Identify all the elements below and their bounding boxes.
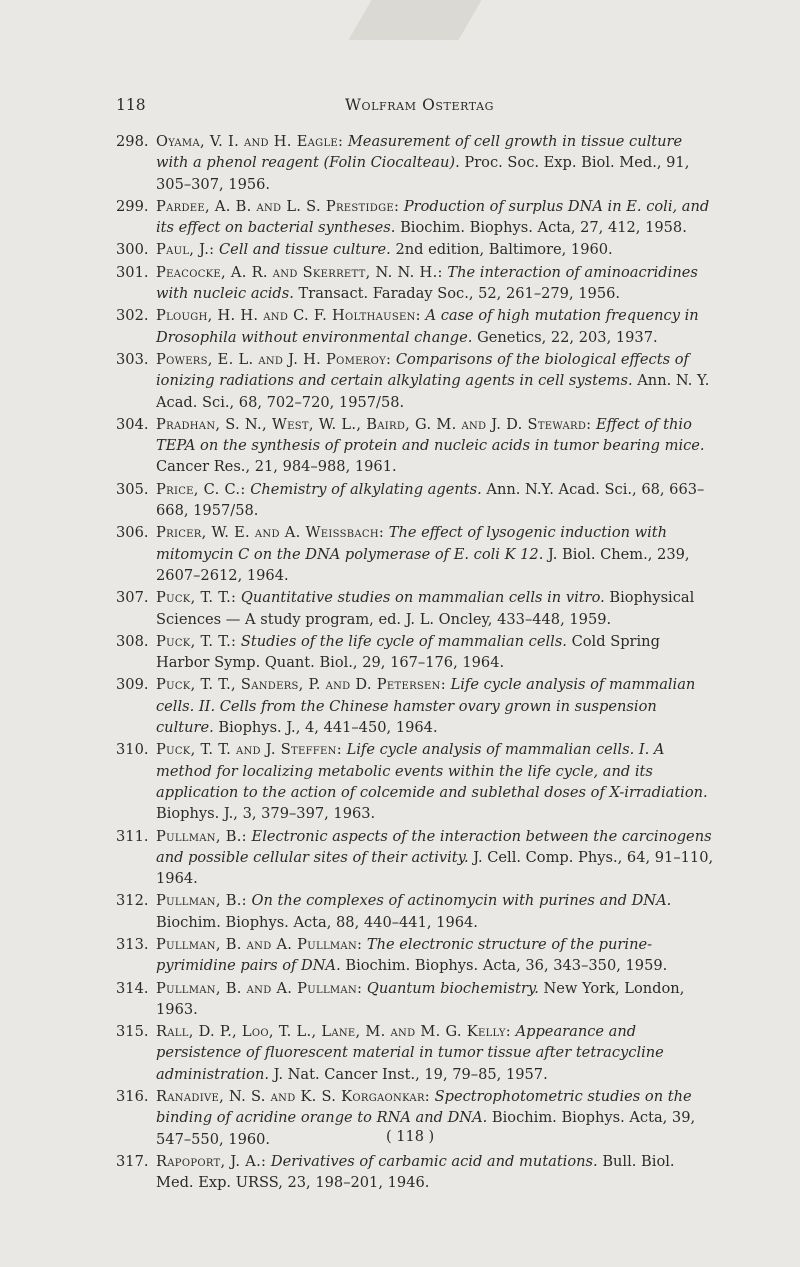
footer-page-label: ( 118 ) xyxy=(386,1129,435,1145)
reference-number: 299. xyxy=(116,197,149,215)
reference-title: Electronic aspects of the interaction between the carcinogens and possible cellular sites of their activity. xyxy=(156,827,712,866)
reference-body xyxy=(156,522,716,586)
reference-body xyxy=(156,239,716,260)
reference-number: 304. xyxy=(116,415,149,433)
reference-number: 315. xyxy=(116,1023,149,1041)
reference-title: Comparisons of the biological effects of ionizing radiations and certain alkylating agents in cell systems. xyxy=(156,350,689,390)
reference-authors: Paul, J.: xyxy=(156,241,215,259)
reference-source: Ann. N. Y. Acad. Sci., 68, 702–720, 1957/58. xyxy=(156,372,710,411)
reference-number: 310. xyxy=(116,741,149,759)
reference-authors: Puck, T. T. and J. Steffen: xyxy=(156,741,342,759)
reference-authors: Pradhan, S. N., West, W. L., Baird, G. M. and J. D. Steward: xyxy=(156,415,592,433)
reference-body xyxy=(156,479,716,522)
reference-list xyxy=(116,131,716,1195)
reference-source: Biophys. J., 4, 441–450, 1964. xyxy=(218,719,438,737)
reference-number: 317. xyxy=(116,1152,149,1170)
reference-body xyxy=(156,131,716,195)
reference-title: Derivatives of carbamic acid and mutations. xyxy=(270,1152,598,1170)
reference-body xyxy=(156,1021,716,1085)
page-number: 118 xyxy=(116,96,146,114)
reference-title: Quantitative studies on mammalian cells in vitro. xyxy=(240,589,605,607)
reference-number: 298. xyxy=(116,133,149,150)
reference-authors: Rall, D. P., Loo, T. L., Lane, M. and M. G. Kelly: xyxy=(156,1023,511,1041)
reference-source: Transact. Faraday Soc., 52, 261–279, 1956. xyxy=(298,285,621,303)
reference-number: 311. xyxy=(116,827,149,845)
reference-item xyxy=(116,890,716,933)
reference-authors: Puck, T. T.: xyxy=(156,632,237,650)
reference-title: Quantum biochemistry. xyxy=(366,979,539,997)
reference-source: Genetics, 22, 203, 1937. xyxy=(477,328,658,346)
reference-authors: Peacocke, A. R. and Skerrett, N. N. H.: xyxy=(156,263,443,281)
reference-number: 316. xyxy=(116,1088,149,1106)
reference-body xyxy=(156,196,716,239)
reference-authors: Rapoport, J. A.: xyxy=(156,1152,267,1170)
reference-source: J. Cell. Comp. Phys., 64, 91–110, 1964. xyxy=(156,848,714,888)
reference-item xyxy=(116,414,716,478)
reference-body xyxy=(156,739,716,824)
reference-item xyxy=(116,587,716,630)
reference-body xyxy=(156,262,716,305)
reference-body xyxy=(156,826,716,890)
reference-source: 2nd edition, Baltimore, 1960. xyxy=(395,241,613,259)
reference-body xyxy=(156,414,716,478)
reference-source: J. Nat. Cancer Inst., 19, 79–85, 1957. xyxy=(273,1065,548,1083)
reference-source: Biochim. Biophys. Acta, 39, 547–550, 1960. xyxy=(156,1109,696,1148)
reference-title: A case of high mutation frequency in Drosophila without environmental change. xyxy=(156,307,699,346)
reference-item xyxy=(116,196,716,239)
reference-item xyxy=(116,826,716,890)
reference-item xyxy=(116,739,716,824)
reference-number: 303. xyxy=(116,350,149,368)
reference-number: 308. xyxy=(116,632,149,650)
reference-title: Appearance and persistence of fluorescent material in tumor tissue after tetracycline administration. xyxy=(156,1023,664,1083)
reference-authors: Pullman, B. and A. Pullman: xyxy=(156,935,363,953)
reference-authors: Plough, H. H. and C. F. Holthausen: xyxy=(156,307,421,325)
reference-authors: Oyama, V. I. and H. Eagle: xyxy=(156,133,344,150)
reference-item xyxy=(116,131,716,195)
reference-source: Proc. Soc. Exp. Biol. Med., 91, 305–307, 1956. xyxy=(156,154,690,193)
reference-body xyxy=(156,890,716,933)
reference-body xyxy=(156,934,716,977)
reference-body xyxy=(156,349,716,413)
reference-authors: Puck, T. T., Sanders, P. and D. Petersen: xyxy=(156,676,446,694)
reference-authors: Powers, E. L. and J. H. Pomeroy: xyxy=(156,350,392,368)
reference-title: The electronic structure of the purine-pyrimidine pairs of DNA. xyxy=(156,935,653,975)
reference-number: 307. xyxy=(116,589,149,607)
reference-title: Chemistry of alkylating agents. xyxy=(250,480,482,498)
reference-number: 300. xyxy=(116,241,149,259)
top-smudge xyxy=(348,0,481,40)
reference-body xyxy=(156,1086,716,1150)
reference-source: Ann. N.Y. Acad. Sci., 68, 663–668, 1957/58. xyxy=(156,480,705,520)
reference-number: 313. xyxy=(116,935,149,953)
reference-item xyxy=(116,305,716,348)
reference-number: 306. xyxy=(116,524,149,542)
reference-number: 309. xyxy=(116,676,149,694)
reference-item xyxy=(116,239,716,260)
reference-source: Cold Spring Harbor Symp. Quant. Biol., 29, 167–176, 1964. xyxy=(156,632,660,672)
reference-item xyxy=(116,479,716,522)
reference-authors: Price, C. C.: xyxy=(156,480,246,498)
reference-title: The effect of lysogenic induction with mitomycin C on the DNA polymerase of E. coli K 12. xyxy=(156,524,668,563)
reference-source: Biochim. Biophys. Acta, 36, 343–350, 1959. xyxy=(345,957,668,975)
reference-item xyxy=(116,262,716,305)
reference-source: Cancer Res., 21, 984–988, 1961. xyxy=(156,458,397,476)
reference-body xyxy=(156,305,716,348)
reference-item xyxy=(116,349,716,413)
reference-title: Measurement of cell growth in tissue culture with a phenol reagent (Folin Ciocalteau). xyxy=(156,133,683,172)
reference-authors: Pullman, B. and A. Pullman: xyxy=(156,979,363,997)
reference-item xyxy=(116,631,716,674)
reference-authors: Pullman, B.: xyxy=(156,892,247,910)
reference-body xyxy=(156,674,716,738)
reference-number: 302. xyxy=(116,307,149,325)
reference-number: 301. xyxy=(116,263,149,281)
reference-body xyxy=(156,1151,716,1194)
reference-source: Biophysical Sciences — A study program, ed. J. L. Oncley, 433–448, 1959. xyxy=(156,589,695,628)
reference-source: Biochim. Biophys. Acta, 88, 440–441, 1964. xyxy=(156,913,478,931)
reference-authors: Pullman, B.: xyxy=(156,827,247,845)
reference-title: Life cycle analysis of mammalian cells. I. A method for localizing metabolic events within the life cycle, and its application to the action of colcemide and sublethal doses of X-irradiation. xyxy=(156,741,708,801)
reference-item xyxy=(116,934,716,977)
reference-body xyxy=(156,587,716,630)
reference-title: The interaction of aminoacridines with nucleic acids. xyxy=(156,263,698,303)
reference-title: Production of surplus DNA in E. coli, and its effect on bacterial syntheses. xyxy=(156,197,710,237)
reference-source: Biochim. Biophys. Acta, 27, 412, 1958. xyxy=(400,219,687,237)
reference-authors: Puck, T. T.: xyxy=(156,589,237,607)
reference-source: J. Biol. Chem., 239, 2607–2612, 1964. xyxy=(156,545,690,584)
reference-source: Bull. Biol. Med. Exp. URSS, 23, 198–201, 1946. xyxy=(156,1152,675,1192)
reference-source: New York, London, 1963. xyxy=(156,979,685,1018)
reference-title: Spectrophotometric studies on the binding of acridine orange to RNA and DNA. xyxy=(156,1088,692,1127)
reference-item xyxy=(116,522,716,586)
reference-title: Life cycle analysis of mammalian cells. II. Cells from the Chinese hamster ovary grown in suspension culture. xyxy=(156,676,696,737)
reference-authors: Ranadive, N. S. and K. S. Korgaonkar: xyxy=(156,1088,431,1106)
reference-authors: Pardee, A. B. and L. S. Prestidge: xyxy=(156,197,400,215)
reference-body xyxy=(156,631,716,674)
reference-title: Studies of the life cycle of mammalian cells. xyxy=(240,632,567,650)
reference-title: On the complexes of actinomycin with purines and DNA. xyxy=(251,892,672,910)
reference-number: 314. xyxy=(116,979,149,997)
reference-title: Effect of thio TEPA on the synthesis of protein and nucleic acids in tumor bearing mice. xyxy=(156,415,705,455)
reference-authors: Pricer, W. E. and A. Weissbach: xyxy=(156,524,385,542)
reference-number: 305. xyxy=(116,480,149,498)
reference-item xyxy=(116,674,716,738)
reference-body xyxy=(156,978,716,1021)
reference-item xyxy=(116,978,716,1021)
reference-title: Cell and tissue culture. xyxy=(219,241,391,259)
reference-source: Biophys. J., 3, 379–397, 1963. xyxy=(156,805,376,823)
reference-item xyxy=(116,1151,716,1194)
running-head: Wolfram Ostertag xyxy=(345,96,495,114)
reference-number: 312. xyxy=(116,892,149,910)
reference-item xyxy=(116,1021,716,1085)
